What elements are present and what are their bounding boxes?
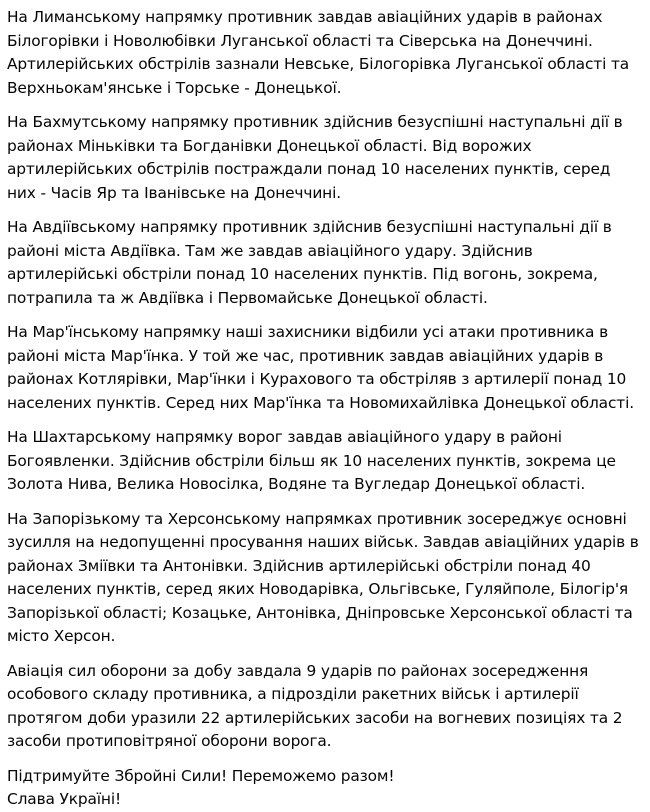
closing-support-line: Підтримуйте Збройні Сили! Переможемо разом! xyxy=(7,766,395,785)
paragraph-marinka-direction: На Мар'їнському напрямку наші захисники відбили усі атаки противника в районі міста Мар'їнка. У той же час, противник завдав авіаційних ударів в районах Котлярівки, Мар'їнки і Курахового та обстріляв з артилерії понад 10 населених пунктів. Серед них Мар'їнка та Новомихайлівка Донецької області. xyxy=(7,323,634,412)
closing-glory-line: Слава Україні! xyxy=(7,790,121,808)
paragraph-lyman-direction: На Лиманському напрямку противник завдав авіаційних ударів в районах Білогорівки і Новолюбівки Луганської області та Сіверська на Донеччині. Артилерійських обстрілів зазнали Невське, Білогорівка Луганської області та Верхньокам'янське і Торське - Донецької. xyxy=(7,8,630,97)
paragraph-shakhtarsk-direction: На Шахтарському напрямку ворог завдав авіаційного удару в районі Богоявленки. Здійснив обстріли більш як 10 населених пунктів, зокрема це Золота Нива, Велика Новосілка, Водяне та Вугледар Донецької області. xyxy=(7,428,616,493)
paragraph-avdiivka-direction: На Авдіївському напрямку противник здійснив безуспішні наступальні дії в районі міста Авдіївка. Там же завдав авіаційного удару. Здійснив артилерійські обстріли понад 10 населених пунктів. Під вогонь, зокрема, потрапила та ж Авдіївка і Первомайське Донецької області. xyxy=(7,218,612,307)
paragraph-aviation-summary: Авіація сил оборони за добу завдала 9 ударів по районах зосередження особового складу противника, а підрозділи ракетних військ і артилерії протягом доби уразили 22 артилерійських засоби на вогневих позиціях та 2 засоби протиповітряної оборони ворога. xyxy=(7,661,623,750)
paragraph-zaporizhzhia-kherson-direction: На Запорізькому та Херсонському напрямках противник зосереджує основні зусилля на недопущенні просування наших військ. Завдав авіаційних ударів в районах Зміївки та Антонівки. Здійснив артилерійські обстріли понад 40 населених пунктів, серед яких Новодарівка, Ольгівське, Гуляйполе, Білогір'я Запорізької області; Козацьке, Антонівка, Дніпровське Херсонської області та місто Херсон. xyxy=(7,509,639,645)
paragraph-bakhmut-direction: На Бахмутському напрямку противник здійснив безуспішні наступальні дії в районах Міньківки та Богданівки Донецької області. Від ворожих артилерійських обстрілів постраждали понад 10 населених пунктів, серед них - Часів Яр та Іванівське на Донеччині. xyxy=(7,113,623,202)
